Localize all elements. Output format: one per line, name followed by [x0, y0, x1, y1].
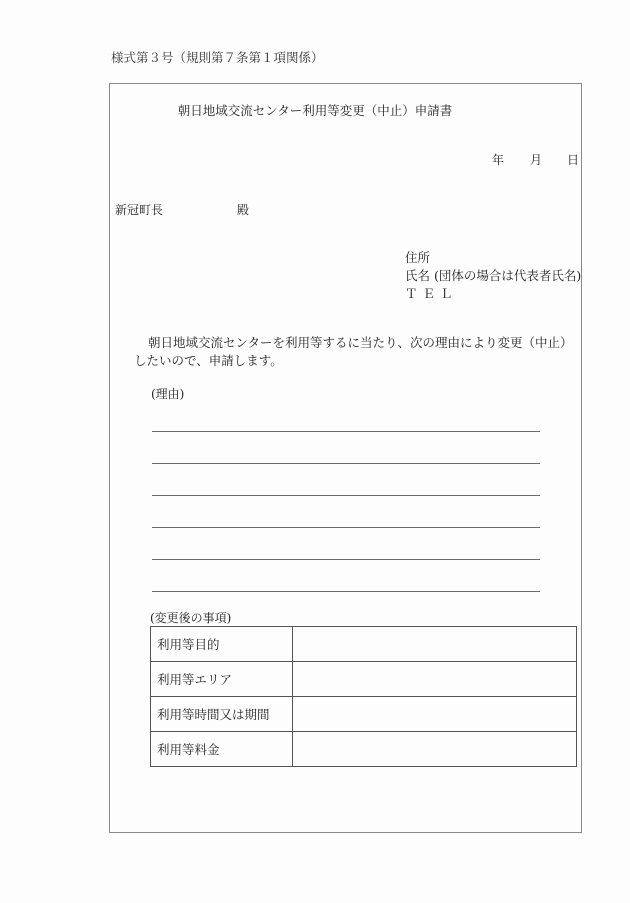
table-row: [151, 732, 577, 767]
form-number: 様式第３号（規則第７条第１項関係）: [111, 50, 324, 65]
application-statement: [134, 334, 578, 370]
row-value-purpose[interactable]: [293, 627, 577, 662]
reason-line-4[interactable]: [152, 527, 540, 528]
date-day-label: 日: [567, 153, 580, 167]
name-label: 氏名 (団体の場合は代表者氏名): [405, 268, 582, 283]
changes-table: [150, 626, 577, 767]
reason-line-6[interactable]: [152, 591, 540, 592]
reason-line-5[interactable]: [152, 559, 540, 560]
date-year-label: 年: [492, 153, 505, 167]
reason-line-1[interactable]: [152, 431, 540, 432]
applicant-block: [405, 249, 581, 303]
row-value-fee[interactable]: [293, 732, 577, 767]
row-label-period: 利用等時間又は期間: [151, 697, 293, 732]
form-title: 朝日地域交流センター利用等変更（中止）申請書: [177, 103, 453, 118]
table-row: [151, 662, 577, 697]
table-row: [151, 697, 577, 732]
tel-label: ＴＥＬ: [405, 286, 458, 301]
row-label-purpose: 利用等目的: [151, 627, 293, 662]
row-value-period[interactable]: [293, 697, 577, 732]
table-row: [151, 627, 577, 662]
address-label: 住所: [405, 250, 431, 265]
statement-text: 朝日地域交流センターを利用等するに当たり、次の理由により変更（中止）したいので、申請します。: [134, 335, 573, 368]
addressee-honorific: 殿: [237, 203, 250, 217]
changes-label: (変更後の事項): [150, 611, 232, 625]
row-value-area[interactable]: [293, 662, 577, 697]
row-label-area: 利用等エリア: [151, 662, 293, 697]
reason-label: (理由): [151, 387, 185, 401]
date-month-label: 月: [530, 153, 543, 167]
addressee-name: 新冠町長: [115, 203, 164, 217]
reason-line-3[interactable]: [152, 495, 540, 496]
reason-line-2[interactable]: [152, 463, 540, 464]
row-label-fee: 利用等料金: [151, 732, 293, 767]
